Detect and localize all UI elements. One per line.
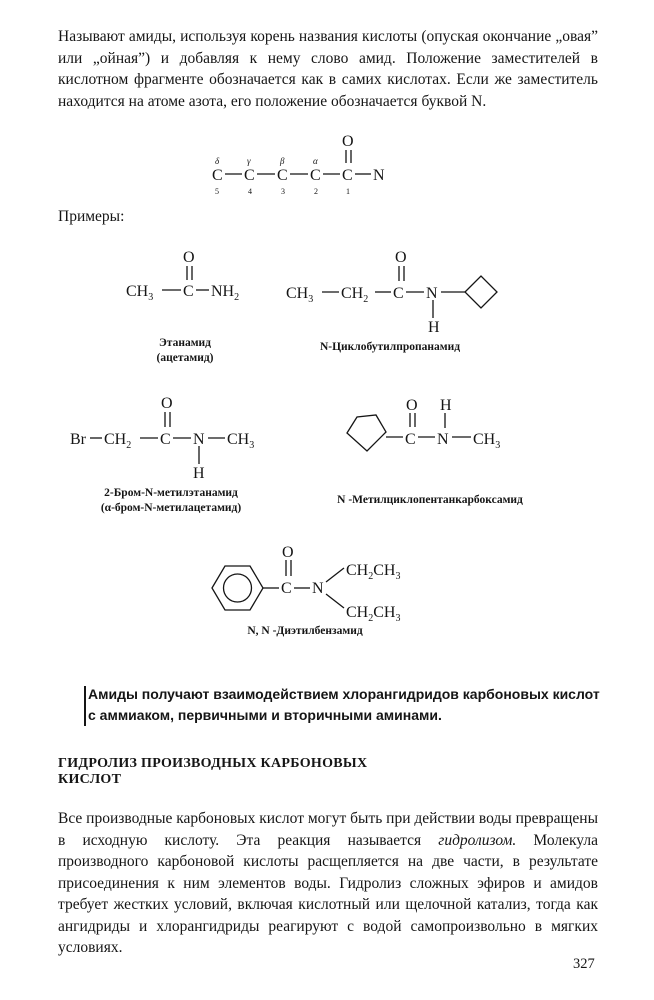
svg-text:CH2CH3: $CH_2CH_3$: [346, 604, 401, 624]
svg-text:CH3: $CH_3$: [126, 283, 154, 303]
scheme-num-2: 2: [314, 187, 318, 196]
bromo-methylethanamide-structure: [70, 395, 254, 482]
scheme-n: N: [373, 167, 385, 184]
scheme-num-3: 3: [281, 187, 285, 196]
svg-text:CH3: $CH_3$: [227, 431, 255, 451]
caption-cyclobutylpropanamide: N-Циклобутилпропанамид: [319, 341, 461, 353]
svg-text:CH2: $CH_2$: [341, 285, 369, 305]
scheme-num-1: 1: [346, 187, 350, 196]
svg-text:CH2: $CH_2$: [104, 431, 132, 451]
caption-methylcyclopentanecarboxamide: N -Метилциклопентанкарбоксамид: [337, 494, 523, 506]
svg-text:H: H: [428, 319, 440, 336]
section-heading: ГИДРОЛИЗ ПРОИЗВОДНЫХ КАРБОНОВЫХ КИСЛОТ: [58, 756, 368, 787]
scheme-gamma: γ: [247, 156, 251, 166]
scheme-num-5: 5: [215, 187, 219, 196]
svg-text:H: H: [193, 465, 205, 482]
diethylbenzamide-structure: [212, 544, 400, 624]
svg-text:C: C: [281, 580, 292, 597]
svg-text:CH3: $CH_3$: [473, 431, 501, 451]
scheme-o: O: [342, 133, 354, 150]
svg-text:C: C: [405, 431, 416, 448]
caption-diethylbenzamide: N, N -Диэтилбензамид: [247, 625, 363, 637]
svg-text:O: O: [395, 249, 407, 266]
scheme-c4: C: [244, 167, 255, 184]
svg-text:N: N: [312, 580, 324, 597]
svg-text:H: H: [440, 397, 452, 414]
svg-text:CH3: $CH_3$: [286, 285, 314, 305]
svg-text:N: N: [426, 285, 438, 302]
svg-text:O: O: [183, 249, 195, 266]
svg-text:NH2: $NH_2$: [211, 283, 240, 303]
note-box: Амиды получают взаимодействием хлорангидридов карбоновых кислот с аммиаком, первичными и вторичными аминами.: [88, 686, 600, 723]
hydrolysis-term: гидролизом.: [438, 831, 517, 849]
svg-text:Br: Br: [70, 431, 86, 448]
caption-bromo-methylethanamide: 2-Бром-N-метилэтанамид (α-бром-N-метилацетамид): [100, 487, 242, 514]
svg-text:CH2CH3: $CH_2CH_3$: [346, 562, 401, 582]
svg-text:O: O: [282, 544, 294, 561]
scheme-beta: β: [280, 156, 285, 166]
svg-text:O: O: [161, 395, 173, 412]
methylcyclopentanecarboxamide-structure: [347, 397, 500, 451]
scheme-num-4: 4: [248, 187, 252, 196]
caption-ethanamide: Этанамид (ацетамид): [156, 337, 214, 364]
svg-text:C: C: [160, 431, 171, 448]
numbering-scheme: [212, 133, 385, 196]
svg-text:C: C: [393, 285, 404, 302]
cyclobutylpropanamide-structure: [286, 249, 497, 336]
svg-text:O: O: [406, 397, 418, 414]
svg-text:N: N: [437, 431, 449, 448]
scheme-c2: C: [310, 167, 321, 184]
examples-label: Примеры:: [58, 208, 125, 225]
scheme-c5: C: [212, 167, 223, 184]
scheme-c3: C: [277, 167, 288, 184]
scheme-delta: δ: [215, 156, 220, 166]
intro-paragraph: Называют амиды, используя корень названия кислоты (опуская окончание „овая” или „ойная”) и добавляя к нему слово амид. Положение заместителей в кислотном фрагменте обозначается как в самих кислотах. Если же заместитель находится на атоме азота, его положение обозначается буквой N.: [58, 28, 598, 110]
page-number: 327: [573, 956, 595, 972]
note-side-bar: [84, 686, 86, 726]
ethanamide-structure: [126, 249, 239, 303]
hydrolysis-paragraph: Все производные карбоновых кислот могут быть при действии воды превращены в исходную кислоту. Эта реакция называется гидролизом. Молекула производного карбоновой кислоты расщепляется на две части, в результате присоединения к ним элементов воды. Гидролиз сложных эфиров и амидов требует жестких условий, включая кислотный или щелочной катализ, тогда как ангидриды и хлорангидриды реагируют с водой самопроизвольно в мягких условиях.: [58, 810, 598, 956]
svg-text:C: C: [183, 283, 194, 300]
scheme-c1: C: [342, 167, 353, 184]
scheme-alpha: α: [313, 156, 318, 166]
svg-text:N: N: [193, 431, 205, 448]
